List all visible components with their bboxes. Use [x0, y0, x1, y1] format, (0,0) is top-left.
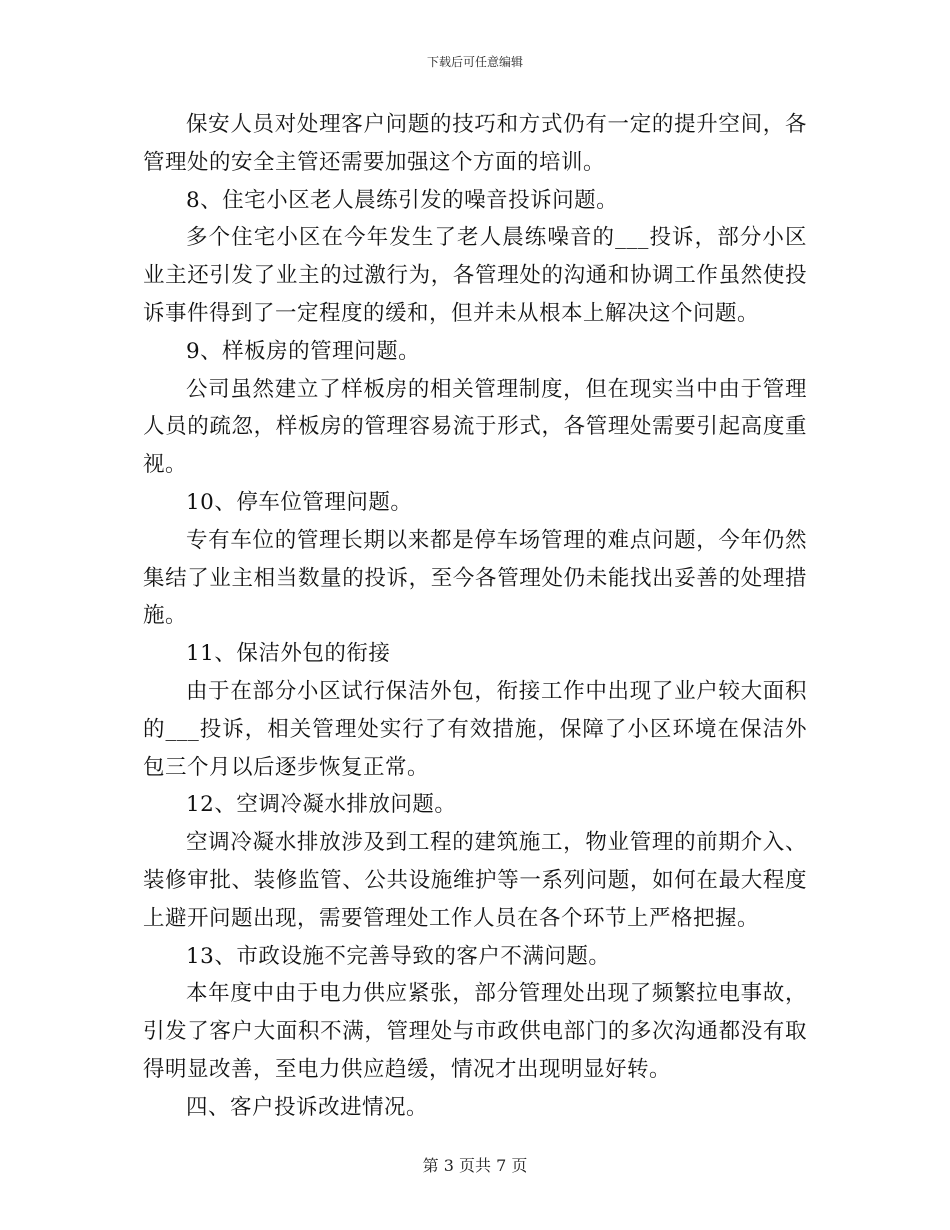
- paragraph: 公司虽然建立了样板房的相关管理制度，但在现实当中由于管理人员的疏忽，样板房的管理容易流于形式，各管理处需要引起高度重视。: [143, 376, 807, 478]
- paragraph: 空调冷凝水排放涉及到工程的建筑施工，物业管理的前期介入、装修审批、装修监管、公共设施维护等一系列问题，如何在最大程度上避开问题出现，需要管理处工作人员在各个环节上严格把握。: [143, 830, 807, 931]
- paragraph: 本年度中由于电力供应紧张，部分管理处出现了频繁拉电事故，引发了客户大面积不满，管理处与市政供电部门的多次沟通都没有取得明显改善，至电力供应趋缓，情况才出现明显好转。: [143, 981, 807, 1082]
- paragraph: 专有车位的管理长期以来都是停车场管理的难点问题，今年仍然集结了业主相当数量的投诉，至今各管理处仍未能找出妥善的处理措施。: [143, 527, 807, 629]
- paragraph: 多个住宅小区在今年发生了老人晨练噪音的___投诉，部分小区业主还引发了业主的过激行为，各管理处的沟通和协调工作虽然使投诉事件得到了一定程度的缓和，但并未从根本上解决这个问题。: [143, 225, 807, 326]
- section-heading: 9、样板房的管理问题。: [186, 338, 421, 364]
- section-heading: 12、空调冷凝水排放问题。: [186, 792, 457, 818]
- paragraph: 保安人员对处理客户问题的技巧和方式仍有一定的提升空间，各管理处的安全主管还需要加强这个方面的培训。: [143, 112, 807, 175]
- section-heading: 10、停车位管理问题。: [186, 489, 413, 515]
- section-heading: 8、住宅小区老人晨练引发的噪音投诉问题。: [186, 187, 619, 213]
- document-body: [143, 106, 807, 1127]
- paragraph: 由于在部分小区试行保洁外包，衔接工作中出现了业户较大面积的___投诉，相关管理处实行了有效措施，保障了小区环境在保洁外包三个月以后逐步恢复正常。: [143, 678, 807, 780]
- section-heading: 13、市政设施不完善导致的客户不满问题。: [186, 943, 611, 969]
- page-header: 下载后可任意编辑: [426, 55, 523, 69]
- page-footer: 第 3 页共 7 页: [422, 1156, 528, 1175]
- section-heading: 四、客户投诉改进情况。: [186, 1094, 429, 1120]
- section-heading: 11、保洁外包的衔接: [186, 641, 391, 667]
